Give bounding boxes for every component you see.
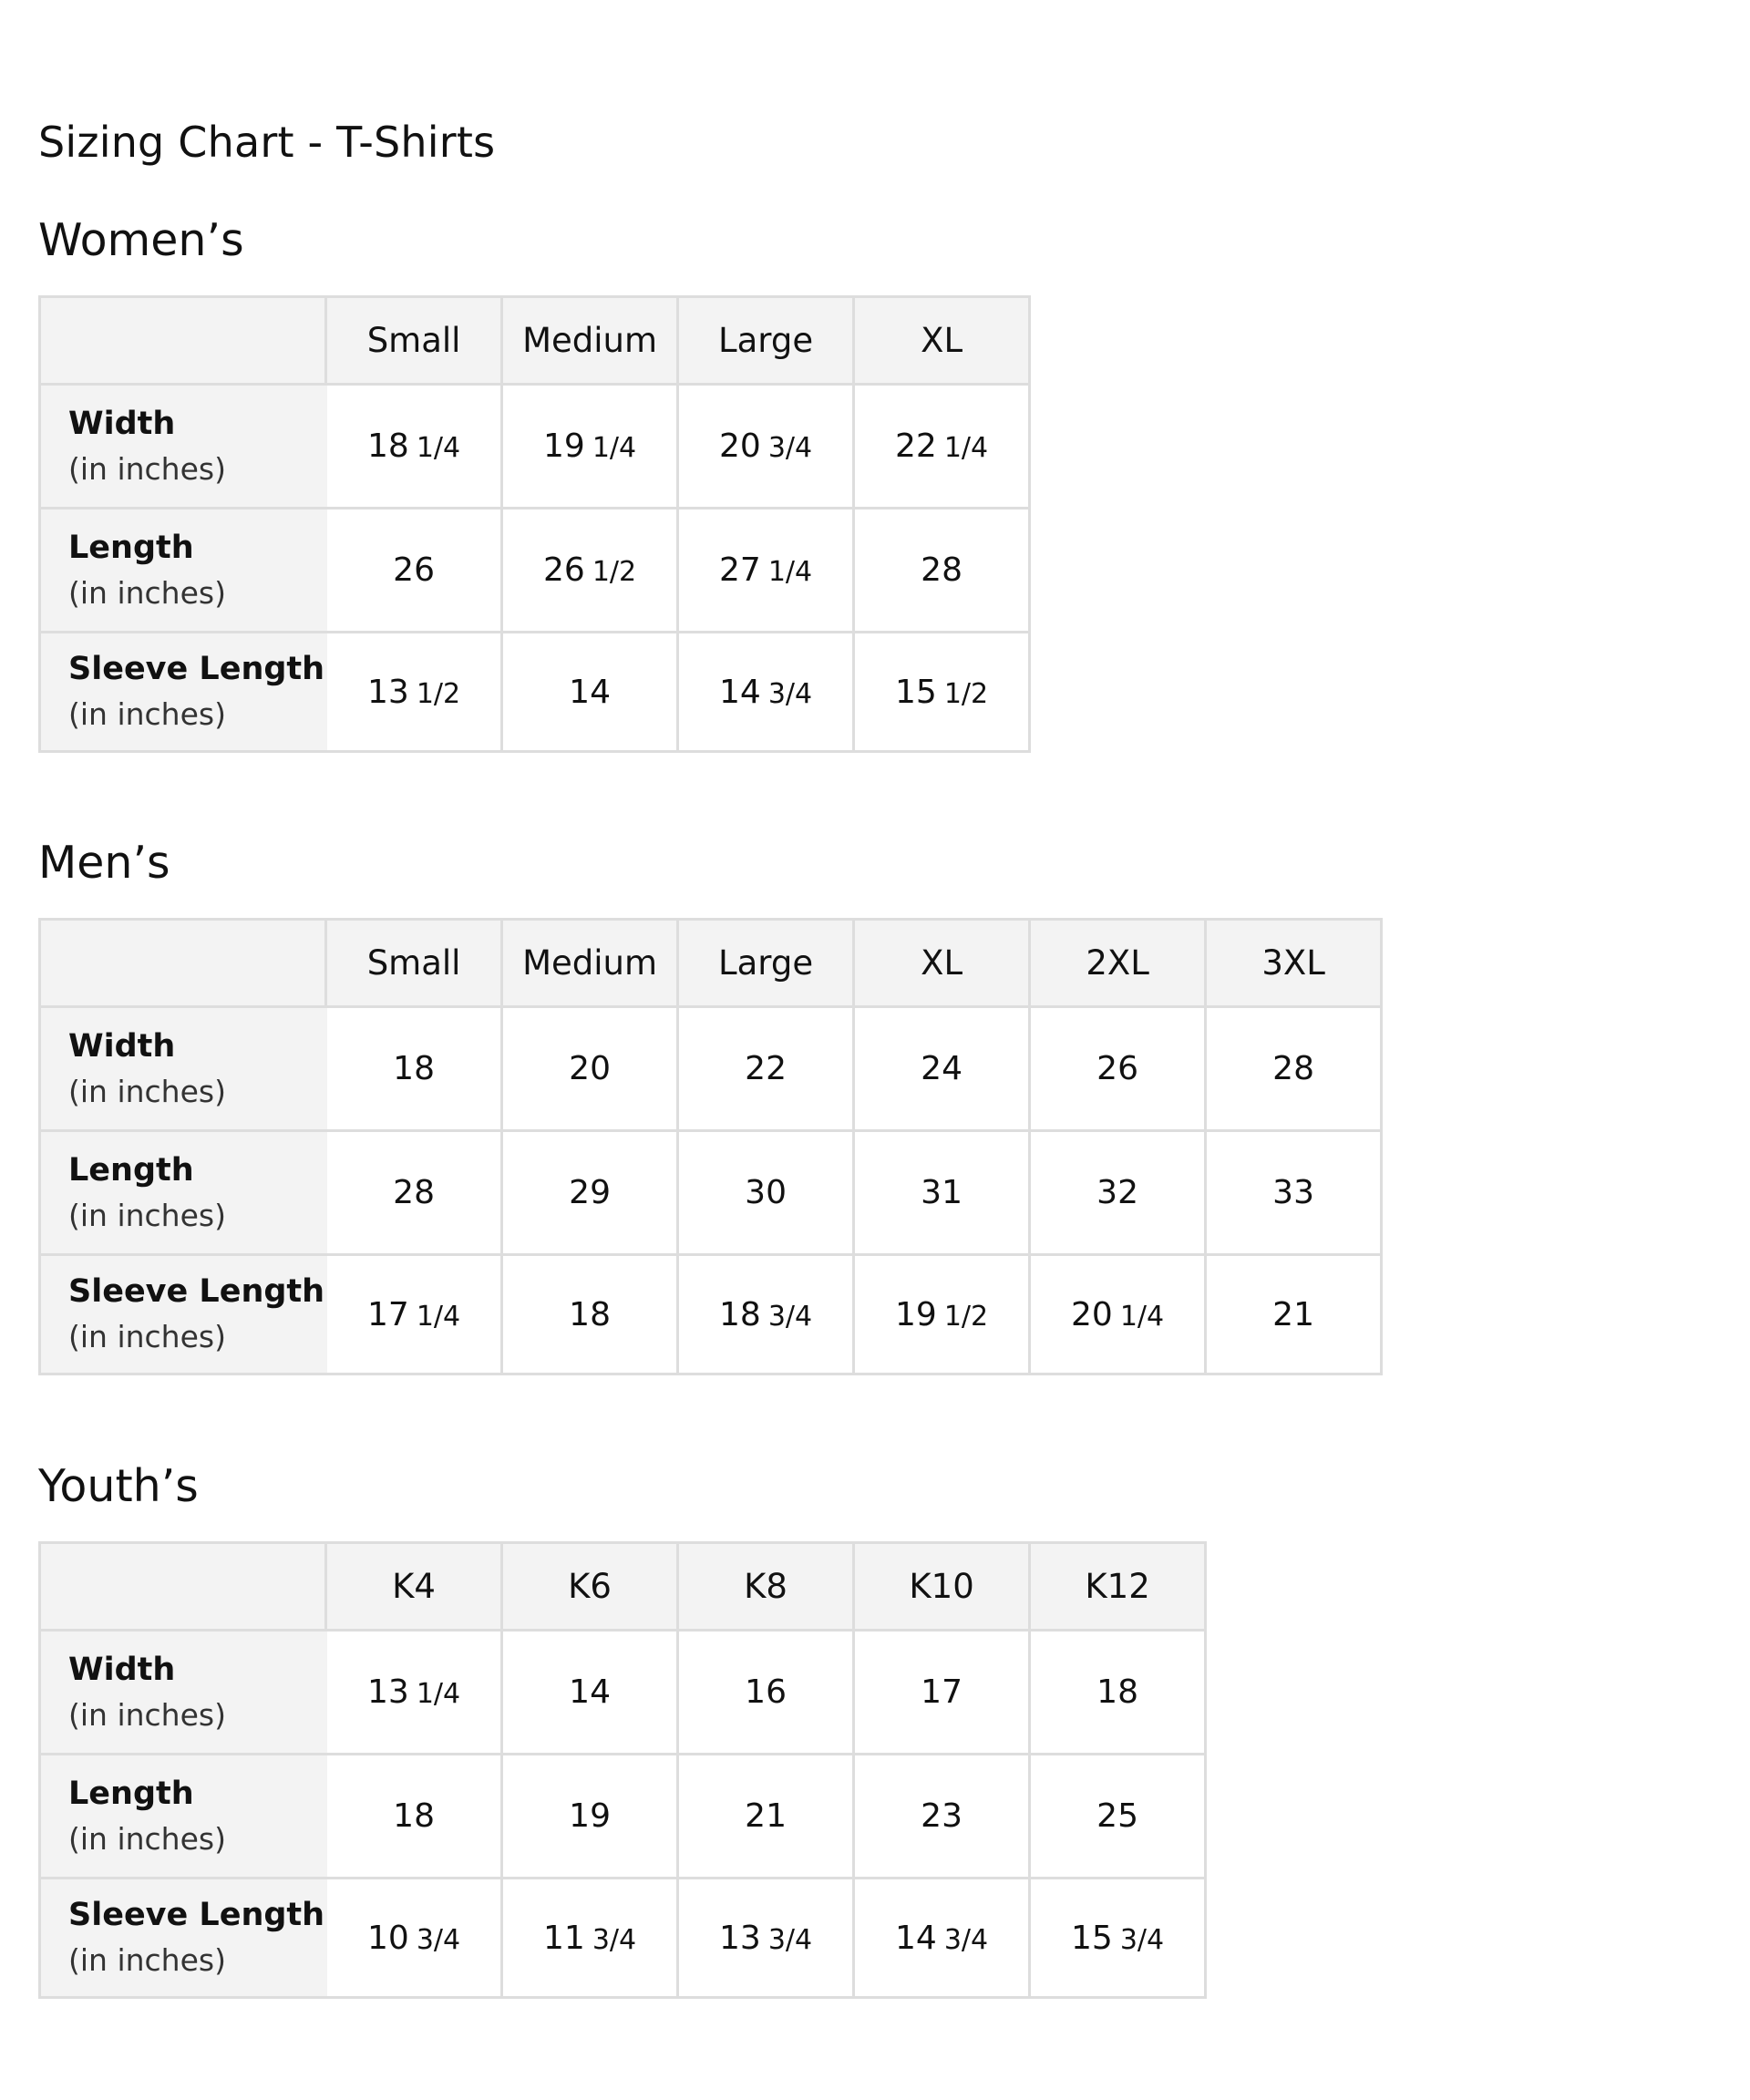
row-label: Sleeve Length [68, 1273, 325, 1310]
measurement-whole: 13 [719, 1919, 761, 1957]
measurement-whole: 26 [393, 551, 435, 589]
measurement-cell [854, 509, 1030, 633]
measurement-whole: 20 [1071, 1295, 1113, 1333]
measurement-cell [1030, 1755, 1206, 1879]
measurement-cell [678, 1255, 854, 1374]
size-header: 2XL [1030, 920, 1206, 1007]
row-unit: (in inches) [68, 1319, 226, 1354]
measurement-cell [326, 1879, 502, 1998]
measurement-cell [678, 633, 854, 752]
table-row [40, 1007, 1382, 1131]
measurement-whole: 17 [921, 1673, 962, 1711]
measurement-cell [678, 385, 854, 509]
measurement-cell [678, 509, 854, 633]
table-corner-cell [40, 920, 326, 1007]
measurement-whole: 31 [921, 1174, 962, 1211]
table-header-row [40, 1543, 1206, 1631]
measurement-cell [678, 1879, 854, 1998]
size-header: K8 [678, 1543, 854, 1631]
measurement-fraction: 1/4 [416, 1300, 461, 1333]
size-header: K12 [1030, 1543, 1206, 1631]
measurement-fraction: 1/2 [592, 556, 637, 588]
measurement-whole: 21 [745, 1797, 787, 1835]
measurement-whole: 26 [1096, 1050, 1138, 1087]
size-header: Small [326, 920, 502, 1007]
measurement-cell [502, 385, 678, 509]
row-header [40, 633, 326, 752]
measurement-whole: 22 [745, 1050, 787, 1087]
section-title-womens: Women’s [38, 214, 244, 266]
table-row [40, 509, 1030, 633]
measurement-whole: 14 [569, 1673, 611, 1711]
size-header: Medium [502, 920, 678, 1007]
measurement-fraction: 3/4 [767, 1300, 813, 1333]
measurement-cell [502, 633, 678, 752]
measurement-whole: 28 [921, 551, 962, 589]
measurement-cell [678, 1631, 854, 1755]
row-label: Width [68, 1651, 176, 1688]
row-unit: (in inches) [68, 696, 226, 732]
measurement-whole: 20 [719, 427, 761, 465]
measurement-fraction: 1/4 [943, 432, 989, 464]
measurement-cell [1030, 1255, 1206, 1374]
measurement-cell [326, 1007, 502, 1131]
measurement-whole: 28 [393, 1174, 435, 1211]
measurement-fraction: 1/4 [1119, 1300, 1165, 1333]
measurement-fraction: 3/4 [767, 1923, 813, 1956]
measurement-cell [502, 1007, 678, 1131]
measurement-whole: 14 [719, 673, 761, 711]
row-header [40, 1755, 326, 1879]
measurement-cell [854, 385, 1030, 509]
measurement-cell [326, 385, 502, 509]
measurement-cell [854, 1131, 1030, 1255]
measurement-cell [326, 1631, 502, 1755]
size-table-womens [38, 295, 1031, 753]
row-unit: (in inches) [68, 1197, 226, 1233]
row-header [40, 385, 326, 509]
measurement-cell [1030, 1879, 1206, 1998]
measurement-whole: 14 [569, 673, 611, 711]
measurement-cell [678, 1755, 854, 1879]
table-header-row [40, 920, 1382, 1007]
measurement-cell [502, 1755, 678, 1879]
size-header: K10 [854, 1543, 1030, 1631]
row-header [40, 1255, 326, 1374]
table-header-row [40, 297, 1030, 385]
measurement-cell [326, 633, 502, 752]
row-label: Width [68, 1027, 176, 1065]
row-header [40, 1131, 326, 1255]
measurement-whole: 24 [921, 1050, 962, 1087]
measurement-cell [326, 509, 502, 633]
table-row [40, 1879, 1206, 1998]
measurement-fraction: 1/4 [592, 432, 637, 464]
measurement-cell [854, 633, 1030, 752]
measurement-whole: 13 [367, 673, 409, 711]
measurement-cell [1030, 1007, 1206, 1131]
table-corner-cell [40, 297, 326, 385]
section-title-youths: Youth’s [38, 1460, 199, 1512]
measurement-cell [502, 1255, 678, 1374]
row-unit: (in inches) [68, 1696, 226, 1733]
measurement-cell [1206, 1007, 1382, 1131]
page-title: Sizing Chart - T-Shirts [38, 118, 496, 167]
measurement-whole: 17 [367, 1295, 409, 1333]
measurement-whole: 19 [543, 427, 585, 465]
measurement-fraction: 1/2 [416, 677, 461, 710]
measurement-fraction: 1/4 [767, 556, 813, 588]
measurement-cell [1206, 1131, 1382, 1255]
size-header: XL [854, 920, 1030, 1007]
measurement-whole: 27 [719, 551, 761, 589]
measurement-whole: 26 [543, 551, 585, 589]
measurement-cell [678, 1007, 854, 1131]
measurement-whole: 18 [719, 1295, 761, 1333]
row-label: Length [68, 1775, 194, 1812]
measurement-fraction: 3/4 [943, 1923, 989, 1956]
size-table-youths [38, 1541, 1207, 1999]
measurement-whole: 19 [895, 1295, 937, 1333]
row-unit: (in inches) [68, 450, 226, 487]
measurement-whole: 21 [1272, 1295, 1314, 1333]
row-label: Length [68, 529, 194, 566]
measurement-whole: 29 [569, 1174, 611, 1211]
measurement-whole: 30 [745, 1174, 787, 1211]
size-header: K4 [326, 1543, 502, 1631]
table-row [40, 385, 1030, 509]
size-header: K6 [502, 1543, 678, 1631]
measurement-whole: 32 [1096, 1174, 1138, 1211]
measurement-whole: 20 [569, 1050, 611, 1087]
measurement-fraction: 1/4 [416, 1678, 461, 1710]
row-label: Sleeve Length [68, 651, 325, 687]
measurement-whole: 16 [745, 1673, 787, 1711]
measurement-fraction: 3/4 [592, 1923, 637, 1956]
table-row [40, 1755, 1206, 1879]
row-unit: (in inches) [68, 1942, 226, 1978]
row-header [40, 509, 326, 633]
size-header: Large [678, 920, 854, 1007]
measurement-whole: 28 [1272, 1050, 1314, 1087]
size-header: Medium [502, 297, 678, 385]
measurement-cell [502, 509, 678, 633]
row-header [40, 1879, 326, 1998]
row-label: Sleeve Length [68, 1897, 325, 1933]
measurement-whole: 19 [569, 1797, 611, 1835]
row-unit: (in inches) [68, 574, 226, 611]
measurement-cell [326, 1755, 502, 1879]
row-label: Length [68, 1151, 194, 1189]
row-unit: (in inches) [68, 1073, 226, 1109]
measurement-fraction: 3/4 [767, 432, 813, 464]
measurement-fraction: 3/4 [1119, 1923, 1165, 1956]
row-header [40, 1631, 326, 1755]
measurement-whole: 23 [921, 1797, 962, 1835]
measurement-cell [502, 1131, 678, 1255]
table-row [40, 1631, 1206, 1755]
measurement-whole: 33 [1272, 1174, 1314, 1211]
row-unit: (in inches) [68, 1820, 226, 1857]
measurement-cell [854, 1879, 1030, 1998]
measurement-cell [326, 1131, 502, 1255]
measurement-cell [502, 1631, 678, 1755]
measurement-fraction: 1/2 [943, 1300, 989, 1333]
measurement-cell [678, 1131, 854, 1255]
size-header: XL [854, 297, 1030, 385]
measurement-cell [854, 1755, 1030, 1879]
measurement-whole: 18 [393, 1050, 435, 1087]
row-header [40, 1007, 326, 1131]
measurement-fraction: 3/4 [416, 1923, 461, 1956]
measurement-whole: 11 [543, 1919, 585, 1957]
measurement-whole: 13 [367, 1673, 409, 1711]
table-row [40, 1255, 1382, 1374]
size-table-mens [38, 918, 1383, 1375]
measurement-cell [502, 1879, 678, 1998]
measurement-cell [1206, 1255, 1382, 1374]
row-label: Width [68, 405, 176, 442]
measurement-fraction: 3/4 [767, 677, 813, 710]
table-row [40, 633, 1030, 752]
measurement-fraction: 1/2 [943, 677, 989, 710]
measurement-fraction: 1/4 [416, 432, 461, 464]
measurement-whole: 25 [1096, 1797, 1138, 1835]
measurement-whole: 22 [895, 427, 937, 465]
measurement-whole: 18 [367, 427, 409, 465]
measurement-whole: 10 [367, 1919, 409, 1957]
measurement-whole: 18 [393, 1797, 435, 1835]
measurement-cell [854, 1255, 1030, 1374]
measurement-cell [854, 1007, 1030, 1131]
measurement-whole: 15 [1071, 1919, 1113, 1957]
size-header: Large [678, 297, 854, 385]
table-row [40, 1131, 1382, 1255]
table-corner-cell [40, 1543, 326, 1631]
size-header: 3XL [1206, 920, 1382, 1007]
measurement-cell [1030, 1131, 1206, 1255]
section-title-mens: Men’s [38, 837, 170, 889]
size-header: Small [326, 297, 502, 385]
measurement-whole: 14 [895, 1919, 937, 1957]
measurement-cell [1030, 1631, 1206, 1755]
measurement-whole: 18 [569, 1295, 611, 1333]
measurement-whole: 15 [895, 673, 937, 711]
measurement-cell [326, 1255, 502, 1374]
measurement-whole: 18 [1096, 1673, 1138, 1711]
measurement-cell [854, 1631, 1030, 1755]
